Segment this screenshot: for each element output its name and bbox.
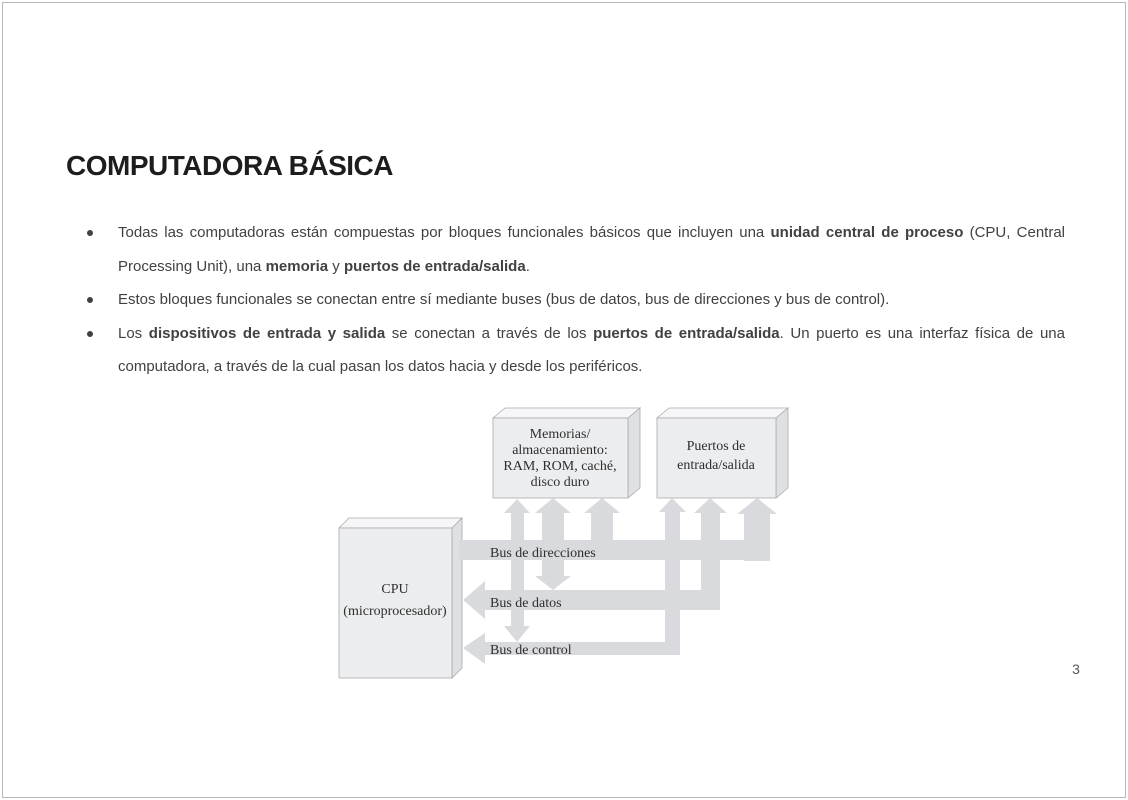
memory-box (493, 408, 640, 498)
cpu-box-top-face (339, 518, 462, 528)
page-number: 3 (1072, 661, 1080, 677)
address-bus-shaft-to-memory (591, 512, 613, 542)
memory-box-top-face (493, 408, 640, 418)
io-ports-box-top-face (657, 408, 788, 418)
cpu-label-line2: (microprocesador) (343, 604, 447, 619)
bullet-item-3: Los dispositivos de entrada y salida se conectan a través de los puertos de entrada/salida. Un puerto es una interfaz física de una computadora, a través de la cual pasan los datos hacia y desde los periféricos. (80, 317, 1065, 384)
control-bus-shaft-to-ports (665, 512, 680, 655)
page-title: COMPUTADORA BÁSICA (66, 150, 393, 181)
io-ports-box-side-face (776, 408, 788, 498)
memory-box-side-face (628, 408, 640, 498)
control-bus-arrow-to-ports-icon (659, 498, 686, 512)
data-bus-label: Bus de datos (490, 596, 562, 611)
memory-label-line3: RAM, ROM, caché, (503, 459, 617, 474)
cpu-box-front-face (339, 528, 452, 678)
control-bus-arrow-to-memory-icon (504, 499, 530, 513)
bullet-item-1: Todas las computadoras están compuestas por bloques funcionales básicos que incluyen una unidad central de proceso (CPU, Central Processing Unit), una memoria y puertos de entrada/salida. (80, 216, 1065, 283)
cpu-label-line1: CPU (381, 582, 409, 597)
memory-label-line2: almacenamiento: (512, 443, 608, 458)
data-bus-shaft-to-ports (701, 512, 720, 610)
control-bus-label: Bus de control (490, 643, 572, 658)
data-bus-arrow-to-memory-icon (535, 498, 571, 513)
data-bus-arrow-to-cpu-icon (463, 581, 485, 619)
control-bus-arrow-down-icon (504, 626, 530, 642)
computer-architecture-diagram (333, 400, 795, 692)
data-bus-arrow-down-icon (535, 576, 571, 590)
address-bus-arrow-to-ports-icon (737, 498, 777, 514)
memory-label-line4: disco duro (530, 475, 590, 490)
bullet-item-2: Estos bloques funcionales se conectan entre sí mediante buses (bus de datos, bus de direcciones y bus de control). (80, 283, 1065, 317)
io-ports-label-line2: entrada/salida (677, 458, 755, 473)
io-ports-label-line1: Puertos de (686, 439, 746, 454)
control-bus (463, 498, 686, 664)
address-bus-shaft-to-ports (744, 513, 770, 561)
memory-label-line1: Memorias/ (529, 427, 591, 442)
io-ports-box (657, 408, 788, 498)
control-bus-arrow-to-cpu-icon (463, 633, 485, 664)
data-bus-shaft-to-memory (542, 512, 564, 577)
bullet-list (80, 216, 1065, 384)
address-bus-label: Bus de direcciones (490, 546, 596, 561)
cpu-box (339, 518, 462, 678)
address-bus-arrow-to-memory-icon (584, 498, 620, 513)
data-bus-arrow-to-ports-icon (694, 498, 727, 513)
